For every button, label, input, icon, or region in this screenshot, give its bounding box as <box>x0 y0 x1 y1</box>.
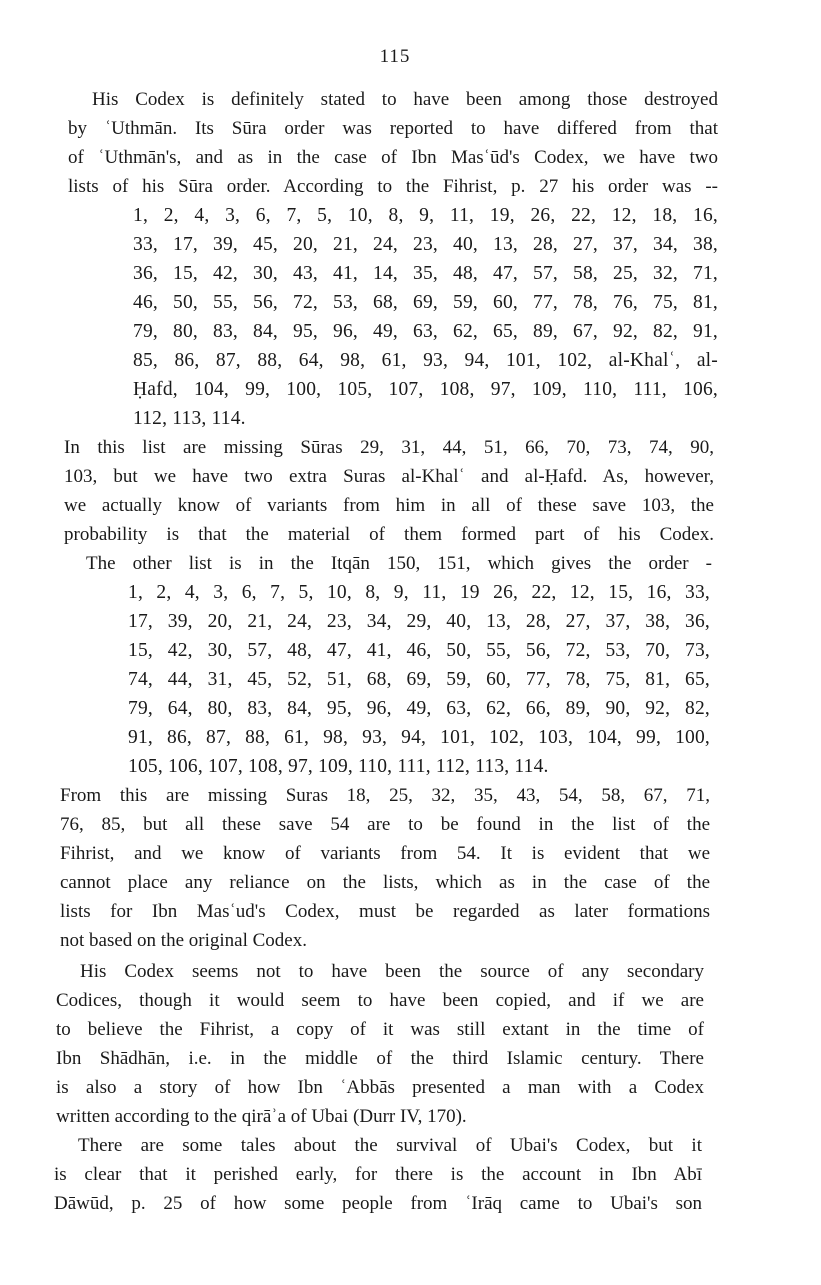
sura-order-line: 46, 50, 55, 56, 72, 53, 68, 69, 59, 60, 77, 78, 76, 75, 81, <box>133 292 718 313</box>
text-line: 103, but we have two extra Suras al-Khalʿ and al-Ḥafd. As, however, <box>64 466 714 487</box>
text-line: Ibn Shādhān, i.e. in the middle of the third Islamic century. There <box>56 1048 704 1069</box>
text-line: is clear that it perished early, for there is the account in Ibn Abī <box>54 1164 702 1185</box>
sura-order-line: Ḥafd, 104, 99, 100, 105, 107, 108, 97, 109, 110, 111, 106, <box>133 379 718 400</box>
text-line: lists of his Sūra order. According to the Fihrist, p. 27 his order was -- <box>68 176 718 197</box>
text-line: written according to the qirāʾa of Ubai (Durr IV, 170). <box>56 1106 467 1127</box>
text-line: From this are missing Suras 18, 25, 32, 35, 43, 54, 58, 67, 71, <box>60 785 710 806</box>
sura-order-line: 36, 15, 42, 30, 43, 41, 14, 35, 48, 47, 57, 58, 25, 32, 71, <box>133 263 718 284</box>
text-line: by ʿUthmān. Its Sūra order was reported to have differed from that <box>68 118 718 139</box>
text-line: not based on the original Codex. <box>60 930 307 951</box>
sura-order-line: 79, 64, 80, 83, 84, 95, 96, 49, 63, 62, 66, 89, 90, 92, 82, <box>128 698 710 719</box>
page-number: 115 <box>379 46 411 67</box>
text-line: There are some tales about the survival of Ubai's Codex, but it <box>78 1135 702 1156</box>
sura-order-line: 1, 2, 4, 3, 6, 7, 5, 10, 8, 9, 11, 19 26, 22, 12, 15, 16, 33, <box>128 582 710 603</box>
text-line: to believe the Fihrist, a copy of it was still extant in the time of <box>56 1019 704 1040</box>
sura-order-line: 112, 113, 114. <box>133 408 246 429</box>
text-line: lists for Ibn Masʿud's Codex, must be regarded as later formations <box>60 901 710 922</box>
text-line: cannot place any reliance on the lists, which as in the case of the <box>60 872 710 893</box>
text-line: probability is that the material of them formed part of his Codex. <box>64 524 714 545</box>
sura-order-line: 74, 44, 31, 45, 52, 51, 68, 69, 59, 60, 77, 78, 75, 81, 65, <box>128 669 710 690</box>
text-line: we actually know of variants from him in all of these save 103, the <box>64 495 714 516</box>
sura-order-line: 105, 106, 107, 108, 97, 109, 110, 111, 112, 113, 114. <box>128 756 549 777</box>
text-line: Codices, though it would seem to have been copied, and if we are <box>56 990 704 1011</box>
text-line: Fihrist, and we know of variants from 54. It is evident that we <box>60 843 710 864</box>
text-line: The other list is in the Itqān 150, 151, which gives the order - <box>86 553 712 574</box>
sura-order-line: 1, 2, 4, 3, 6, 7, 5, 10, 8, 9, 11, 19, 26, 22, 12, 18, 16, <box>133 205 718 226</box>
text-line: 76, 85, but all these save 54 are to be found in the list of the <box>60 814 710 835</box>
sura-order-line: 79, 80, 83, 84, 95, 96, 49, 63, 62, 65, 89, 67, 92, 82, 91, <box>133 321 718 342</box>
text-line: His Codex is definitely stated to have been among those destroyed <box>92 89 718 110</box>
text-line: His Codex seems not to have been the source of any secondary <box>80 961 704 982</box>
sura-order-line: 15, 42, 30, 57, 48, 47, 41, 46, 50, 55, 56, 72, 53, 70, 73, <box>128 640 710 661</box>
sura-order-line: 91, 86, 87, 88, 61, 98, 93, 94, 101, 102, 103, 104, 99, 100, <box>128 727 710 748</box>
text-line: In this list are missing Sūras 29, 31, 44, 51, 66, 70, 73, 74, 90, <box>64 437 714 458</box>
text-line: Dāwūd, p. 25 of how some people from ʿIrāq came to Ubai's son <box>54 1193 702 1214</box>
sura-order-line: 33, 17, 39, 45, 20, 21, 24, 23, 40, 13, 28, 27, 37, 34, 38, <box>133 234 718 255</box>
sura-order-line: 17, 39, 20, 21, 24, 23, 34, 29, 40, 13, 28, 27, 37, 38, 36, <box>128 611 710 632</box>
sura-order-line: 85, 86, 87, 88, 64, 98, 61, 93, 94, 101, 102, al-Khalʿ, al- <box>133 350 718 371</box>
text-line: is also a story of how Ibn ʿAbbās presented a man with a Codex <box>56 1077 704 1098</box>
text-line: of ʿUthmān's, and as in the case of Ibn Masʿūd's Codex, we have two <box>68 147 718 168</box>
